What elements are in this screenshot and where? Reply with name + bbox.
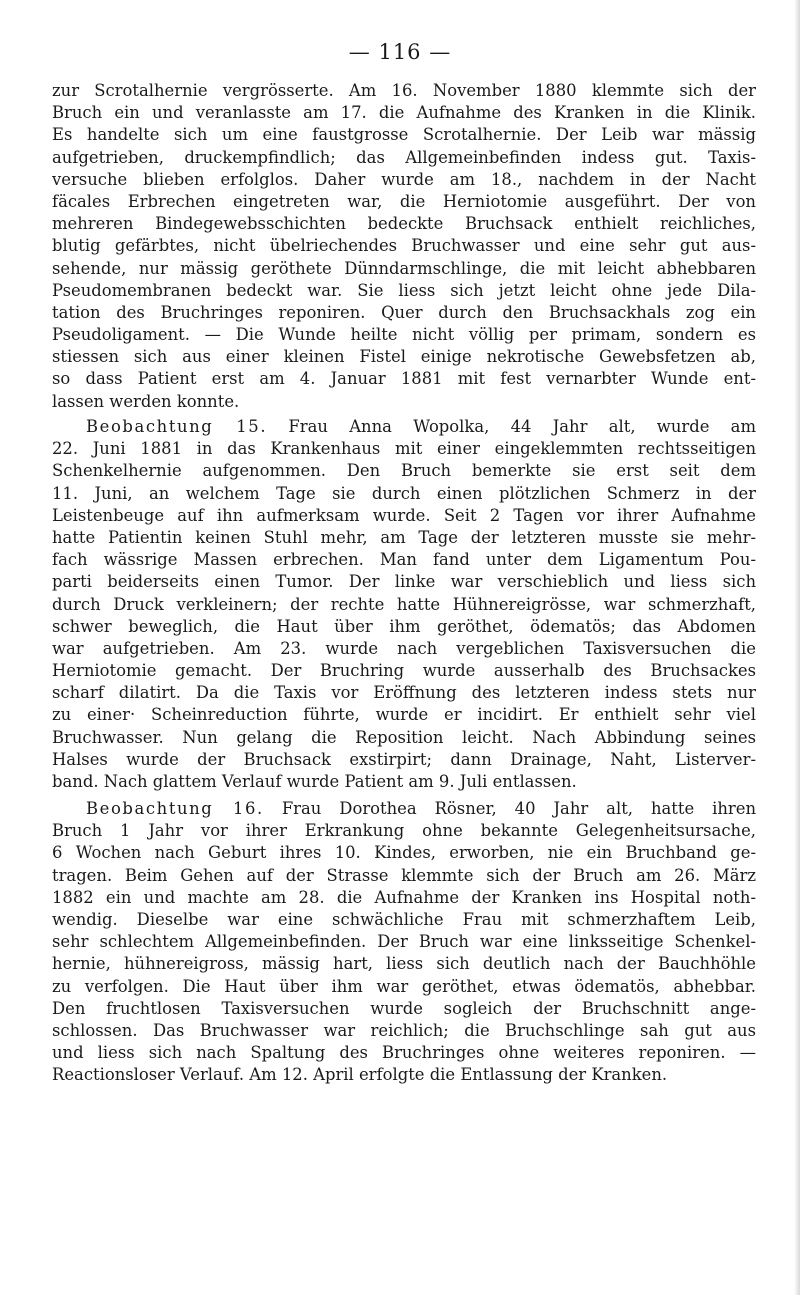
text-line: war aufgetrieben. Am 23. wurde nach vergeblichen Taxisversuchen die (52, 638, 756, 658)
text-line: Pseudoligament. — Die Wunde heilte nicht völlig per primam, sondern es (52, 325, 756, 345)
text-line: so dass Patient erst am 4. Januar 1881 mit fest vernarbter Wunde ent- (52, 369, 756, 389)
text-line: aufgetrieben, druckempfindlich; das Allgemeinbefinden indess gut. Taxis- (52, 147, 756, 167)
text-line: Halses wurde der Bruchsack exstirpirt; dann Drainage, Naht, Listerver- (52, 749, 756, 769)
text-line: Frau Anna Wopolka, 44 Jahr alt, wurde am (288, 417, 756, 436)
text-line: zu verfolgen. Die Haut über ihm war geröthet, etwas ödematös, abhebbar. (52, 976, 756, 996)
text-line: hernie, hühnereigross, mässig hart, liess sich deutlich nach der Bauchhöhle (52, 954, 756, 974)
text-line: Es handelte sich um eine faustgrosse Scrotalhernie. Der Leib war mässig (52, 125, 756, 145)
page-number: — 116 — (348, 40, 452, 64)
text-line: band. Nach glattem Verlauf wurde Patient am 9. Juli entlassen. (52, 772, 577, 791)
text-line: sehr schlechtem Allgemeinbefinden. Der Bruch war eine linksseitige Schenkel- (52, 932, 756, 952)
paragraph-beobachtung-16 (52, 798, 756, 1086)
text-line: hatte Patientin keinen Stuhl mehr, am Tage der letzteren musste sie mehr- (52, 527, 756, 547)
page-edge-shadow (794, 0, 800, 1295)
text-line: schlossen. Das Bruchwasser war reichlich; die Bruchschlinge sah gut aus (52, 1020, 756, 1040)
text-line: durch Druck verkleinern; der rechte hatte Hühnereigrösse, war schmerzhaft, (52, 594, 756, 614)
text-line: zu einer· Scheinreduction führte, wurde er incidirt. Er enthielt sehr viel (52, 705, 756, 725)
text-line: blutig gefärbtes, nicht übelriechendes Bruchwasser und eine sehr gut aus- (52, 236, 756, 256)
text-line: stiessen sich aus einer kleinen Fistel einige nekrotische Gewebsfetzen ab, (52, 347, 756, 367)
text-line: Bruch ein und veranlasste am 17. die Aufnahme des Kranken in die Klinik. (52, 103, 756, 123)
text-line: scharf dilatirt. Da die Taxis vor Eröffnung des letzteren indess stets nur (52, 683, 756, 703)
text-line-with-heading (52, 416, 756, 438)
text-line: und liess sich nach Spaltung des Bruchringes ohne weiteres reponiren. — (52, 1043, 756, 1063)
text-line: Bruch 1 Jahr vor ihrer Erkrankung ohne bekannte Gelegenheitsursache, (52, 821, 756, 841)
text-line: versuche blieben erfolglos. Daher wurde am 18., nachdem in der Nacht (52, 169, 756, 189)
text-line: 22. Juni 1881 in das Krankenhaus mit einer eingeklemmten rechtsseitigen (52, 439, 756, 459)
text-line-with-heading (52, 798, 756, 820)
observation-heading: Beobachtung 15. (86, 417, 268, 436)
text-line: Herniotomie gemacht. Der Bruchring wurde ausserhalb des Bruchsackes (52, 661, 756, 681)
text-line: 6 Wochen nach Geburt ihres 10. Kindes, erworben, nie ein Bruchband ge- (52, 843, 756, 863)
paragraph-beobachtung-15 (52, 416, 756, 793)
text-line: Reactionsloser Verlauf. Am 12. April erfolgte die Entlassung der Kranken. (52, 1065, 668, 1085)
text-line: fach wässrige Massen erbrechen. Man fand unter dem Ligamentum Pou- (52, 550, 756, 570)
text-line: Den fruchtlosen Taxisversuchen wurde sogleich der Bruchschnitt ange- (52, 998, 756, 1018)
paragraph-continuation (52, 80, 756, 413)
text-line: fäcales Erbrechen eingetreten war, die Herniotomie ausgeführt. Der von (52, 191, 756, 211)
text-line: tragen. Beim Gehen auf der Strasse klemmte sich der Bruch am 26. März (52, 865, 756, 885)
text-line: tation des Bruchringes reponiren. Quer durch den Bruchsackhals zog ein (52, 302, 756, 322)
text-line: Schenkelhernie aufgenommen. Den Bruch bemerkte sie erst seit dem (52, 461, 756, 481)
text-line: lassen werden konnte. (52, 391, 240, 411)
text-line: zur Scrotalhernie vergrösserte. Am 16. November 1880 klemmte sich der (52, 81, 756, 100)
text-line: Frau Dorothea Rösner, 40 Jahr alt, hatte ihren (281, 799, 756, 818)
text-line: Bruchwasser. Nun gelang die Reposition leicht. Nach Abbindung seines (52, 727, 756, 747)
text-line: parti beiderseits einen Tumor. Der linke war verschieblich und liess sich (52, 572, 756, 592)
text-line: wendig. Dieselbe war eine schwächliche Frau mit schmerzhaftem Leib, (52, 909, 756, 929)
text-line: schwer beweglich, die Haut über ihm geröthet, ödematös; das Abdomen (52, 616, 756, 636)
text-line: Leistenbeuge auf ihn aufmerksam wurde. Seit 2 Tagen vor ihrer Aufnahme (52, 505, 756, 525)
text-line: Pseudomembranen bedeckt war. Sie liess sich jetzt leicht ohne jede Dila- (52, 280, 756, 300)
text-line: 1882 ein und machte am 28. die Aufnahme der Kranken ins Hospital noth- (52, 887, 756, 907)
text-line: 11. Juni, an welchem Tage sie durch einen plötzlichen Schmerz in der (52, 483, 756, 503)
text-line: mehreren Bindegewebsschichten bedeckte Bruchsack enthielt reichliches, (52, 214, 756, 234)
observation-heading: Beobachtung 16. (86, 799, 264, 818)
text-line: sehende, nur mässig geröthete Dünndarmschlinge, die mit leicht abhebbaren (52, 258, 756, 278)
